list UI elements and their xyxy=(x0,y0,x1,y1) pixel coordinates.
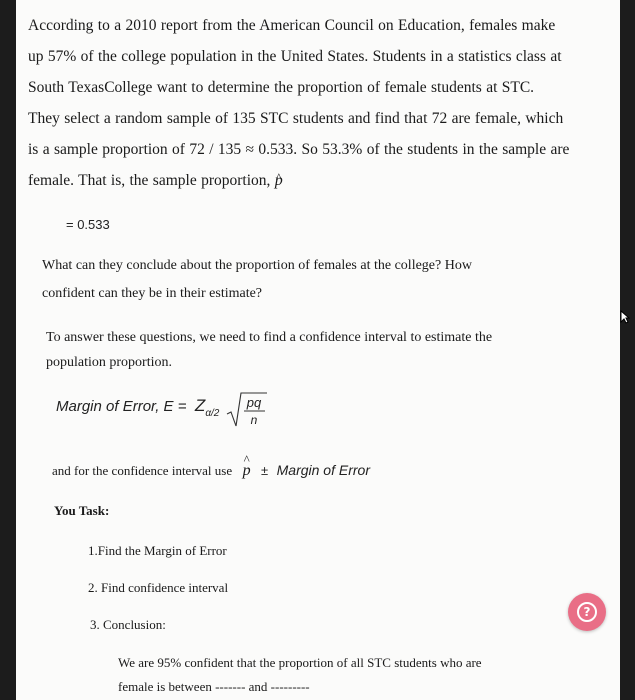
sqrt-fraction xyxy=(225,390,267,428)
ci-prefix: and for the confidence interval use xyxy=(52,463,233,478)
conclusion-line-2: female is between ------- and --------- xyxy=(118,679,310,694)
task-heading: You Task: xyxy=(54,503,110,518)
margin-of-error-formula xyxy=(56,390,267,428)
fraction-denominator: n xyxy=(250,413,258,427)
z-symbol: Z xyxy=(194,396,206,415)
document-page xyxy=(16,0,620,700)
p-hat-value: = 0.533 xyxy=(66,217,110,232)
conclusion-line-1: We are 95% confident that the proportion of all STC students who are xyxy=(118,655,482,670)
question-line-1: What can they conclude about the proportion of females at the college? How xyxy=(42,258,472,273)
ci-p-hat-symbol: ^ p xyxy=(243,462,251,479)
intro-line-1: According to a 2010 report from the American Council on Education, females make xyxy=(28,17,556,34)
z-subscript: α/2 xyxy=(205,408,220,419)
ci-suffix: Margin of Error xyxy=(276,462,370,478)
question-line-2: confident can they be in their estimate? xyxy=(42,286,263,301)
plus-minus-symbol: ± xyxy=(261,463,269,478)
intro-line-3: South TexasCollege want to determine the proportion of female students at STC. xyxy=(28,79,535,96)
ci-line xyxy=(52,462,370,480)
task-item-3: 3. Conclusion: xyxy=(90,617,166,632)
help-icon: ? xyxy=(577,602,597,622)
intro-paragraph xyxy=(28,10,614,196)
formula-label: Margin of Error, E = xyxy=(56,398,187,415)
answer-intro-line-1: To answer these questions, we need to find a confidence interval to estimate the xyxy=(46,330,493,345)
intro-line-4: They select a random sample of 135 STC students and find that 72 are female, which xyxy=(28,110,564,127)
task-item-1: 1.Find the Margin of Error xyxy=(88,543,227,558)
intro-line-6 xyxy=(28,165,614,196)
p-hat-symbol: ^ p xyxy=(275,172,283,189)
help-button[interactable] xyxy=(568,593,606,631)
task-item-2: 2. Find confidence interval xyxy=(88,580,229,595)
mouse-cursor-icon xyxy=(620,310,630,324)
fraction-numerator: pq xyxy=(246,395,262,410)
intro-line-5: is a sample proportion of 72 / 135 ≈ 0.533. So 53.3% of the students in the sample are xyxy=(28,141,570,158)
answer-intro-line-2: population proportion. xyxy=(46,355,172,370)
intro-line-2: up 57% of the college population in the United States. Students in a statistics class at xyxy=(28,48,562,65)
intro-line-6-text: female. That is, the sample proportion, xyxy=(28,172,271,189)
